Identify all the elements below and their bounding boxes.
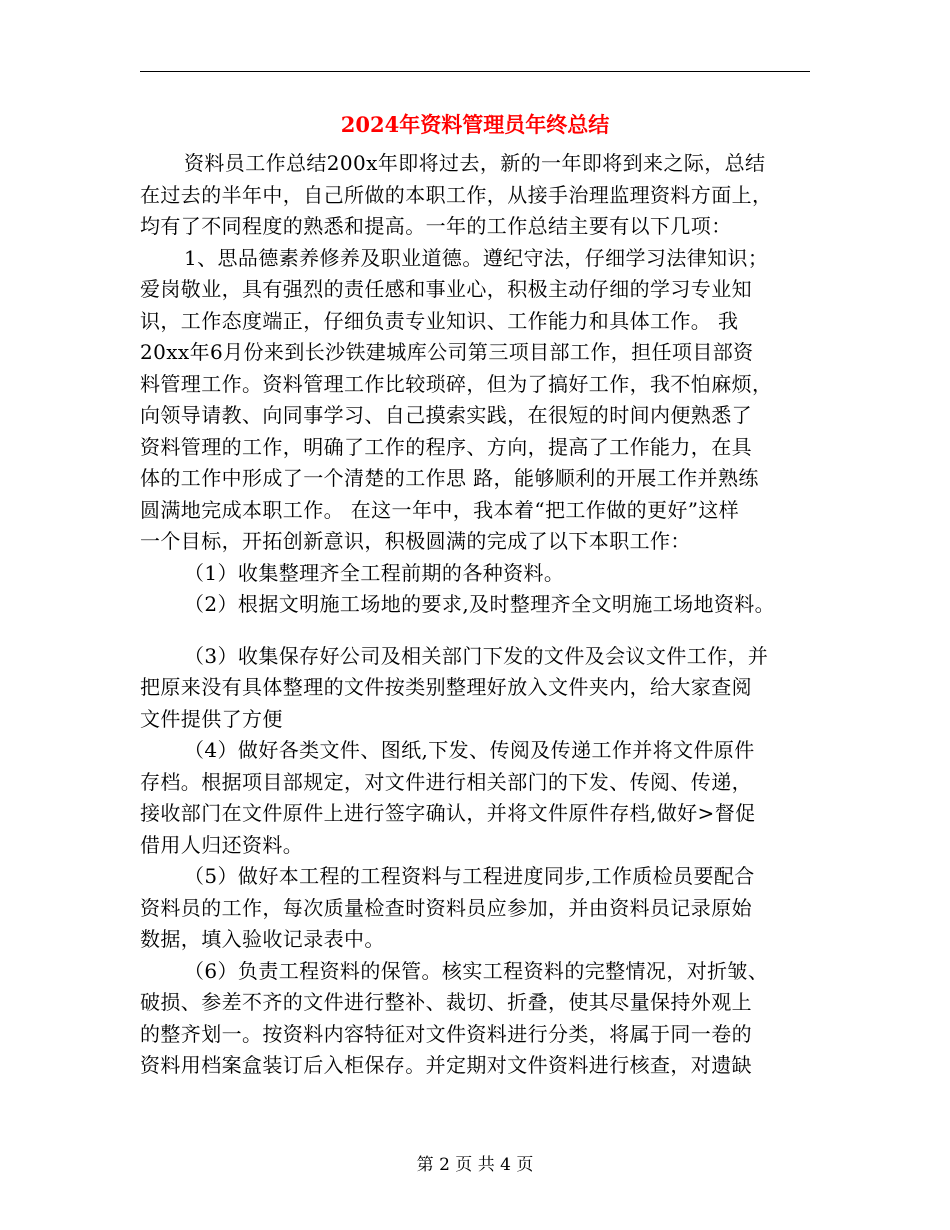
- paragraph-line: 接收部门在文件原件上进行签字确认，并将文件原件存档,做好>督促: [140, 801, 756, 825]
- paragraph-line: 破损、参差不齐的文件进行整补、裁切、折叠，使其尽量保持外观上: [140, 990, 752, 1014]
- paragraph-line: 借用人归还资料。: [140, 832, 304, 857]
- list-item: （4）做好各类文件、图纸,下发、传阅及传递工作并将文件原件: [184, 738, 755, 762]
- paragraph-line: 资料用档案盒装订后入柜保存。并定期对文件资料进行核查，对遗缺: [140, 1053, 752, 1077]
- paragraph-gap: [140, 621, 812, 641]
- paragraph-line: 20xx年6月份来到长沙铁建城库公司第三项目部工作，担任项目部资: [140, 340, 754, 364]
- paragraph-line: 在过去的半年中，自己所做的本职工作，从接手治理监理资料方面上，: [140, 182, 773, 207]
- paragraph-line: 数据，填入验收记录表中。: [140, 927, 385, 951]
- header-rule: [140, 71, 810, 72]
- list-item: （6）负责工程资料的保管。核实工程资料的完整情况，对折皱、: [184, 958, 769, 983]
- paragraph-line: 均有了不同程度的熟悉和提高。一年的工作总结主要有以下几项：: [140, 214, 732, 238]
- paragraph-line: 资料员工作总结200x年即将过去，新的一年即将到来之际，总结: [184, 151, 766, 175]
- paragraph-line: 文件提供了方便: [140, 706, 283, 731]
- list-item: （3）收集保存好公司及相关部门下发的文件及会议文件工作，并: [184, 643, 769, 668]
- paragraph-line: 资料管理的工作，明确了工作的程序、方向，提高了工作能力，在具: [140, 434, 752, 459]
- paragraph-line: 存档。根据项目部规定，对文件进行相关部门的下发、传阅、传递，: [140, 769, 752, 794]
- paragraph-line: 圆满地完成本职工作。 在这一年中，我本着“把工作做的更好”这样: [140, 497, 740, 522]
- list-item: （1）收集整理齐全工程前期的各种资料。: [184, 560, 565, 585]
- paragraph-line: 把原来没有具体整理的文件按类别整理好放入文件夹内，给大家查阅: [140, 675, 752, 699]
- paragraph-line: 的整齐划一。按资料内容特征对文件资料进行分类，将属于同一卷的: [140, 1021, 752, 1046]
- page-number-footer: 第 2 页 共 4 页: [416, 1155, 534, 1175]
- document-body: [140, 148, 812, 1082]
- list-item: （5）做好本工程的工程资料与工程进度同步,工作质检员要配合: [184, 864, 755, 888]
- paragraph-line: 1、思品德素养修养及职业道德。遵纪守法，仔细学习法律知识；: [184, 245, 769, 270]
- paragraph-line: 一个目标，开拓创新意识，积极圆满的完成了以下本职工作：: [140, 529, 691, 553]
- paragraph-line: 资料员的工作，每次质量检查时资料员应参加，并由资料员记录原始: [140, 895, 752, 920]
- document-title: 2024年资料管理员年终总结: [340, 112, 610, 137]
- paragraph-line: 料管理工作。资料管理工作比较琐碎，但为了搞好工作，我不怕麻烦，: [140, 371, 773, 396]
- paragraph-line: 爱岗敬业，具有强烈的责任感和事业心，积极主动仔细的学习专业知: [140, 277, 752, 301]
- paragraph-line: 体的工作中形成了一个清楚的工作思 路，能够顺利的开展工作并熟练: [140, 466, 759, 490]
- paragraph-line: 向领导请教、向同事学习、自己摸索实践，在很短的时间内便熟悉了: [140, 403, 752, 427]
- list-item: （2）根据文明施工场地的要求,及时整理齐全文明施工场地资料。: [184, 592, 776, 616]
- paragraph-line: 识，工作态度端正，仔细负责专业知识、工作能力和具体工作。 我: [140, 308, 739, 333]
